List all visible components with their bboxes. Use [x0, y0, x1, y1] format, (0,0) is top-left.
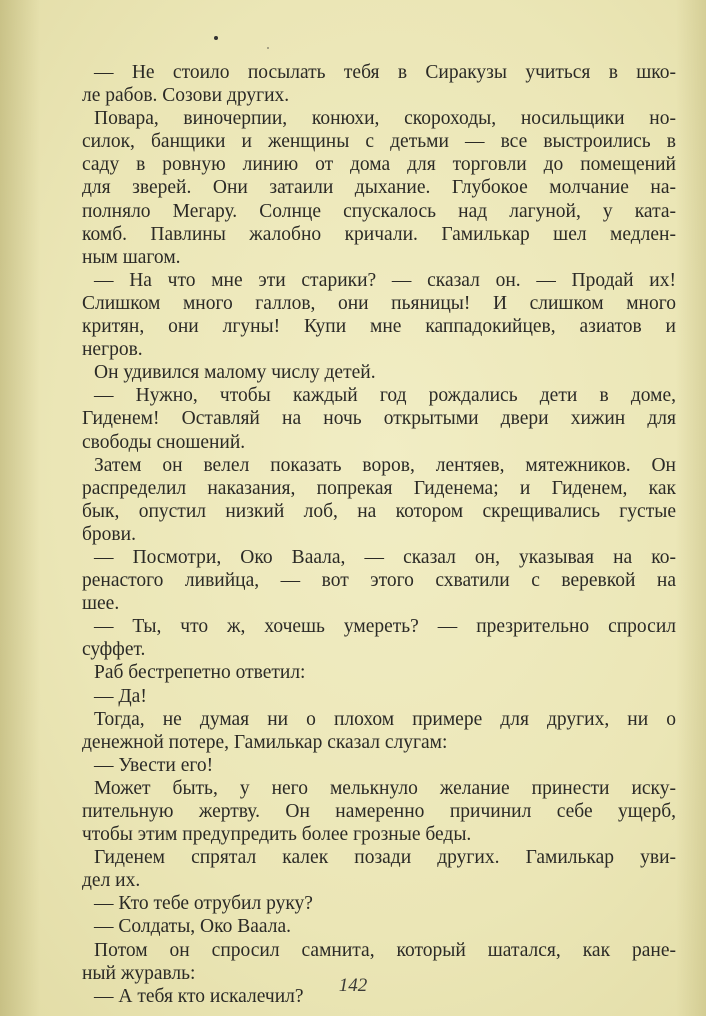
text-line: Тогда, не думая ни о плохом примере для других, ни о [94, 708, 676, 730]
text-line: — А тебя кто искалечил? [94, 985, 304, 1007]
text-line: суффет. [82, 639, 146, 661]
text-line: Гиденем спрятал калек позади других. Гамилькар уви- [94, 847, 676, 869]
text-line: Потом он спросил самнита, который шатался, как ране- [94, 939, 676, 961]
text-line: для зверей. Они затаили дыхание. Глубокое молчание на- [82, 177, 676, 199]
text-line: Раб бестрепетно ответил: [94, 662, 306, 684]
text-line: Повара, виночерпии, конюхи, скороходы, носильщики но- [94, 108, 676, 130]
text-line: Затем он велел показать воров, лентяев, мятежников. Он [94, 454, 676, 476]
text-line: ный журавль: [82, 962, 196, 984]
text-line: негров. [82, 339, 143, 361]
text-line: бык, опустил низкий лоб, на котором скрещивались густые [82, 500, 676, 522]
text-line: комб. Павлины жалобно кричали. Гамилькар шел медлен- [82, 223, 676, 245]
text-line: распределил наказания, попрекая Гиденема; и Гиденем, как [82, 477, 676, 499]
page-body-text [82, 61, 676, 1008]
text-line: свободы сношений. [82, 431, 246, 453]
text-line: шее. [82, 593, 120, 615]
text-line: — Кто тебе отрубил руку? [94, 893, 313, 915]
text-line: Гиденем! Оставляй на ночь открытыми двери хижин для [82, 408, 676, 430]
text-line: брови. [82, 523, 136, 545]
text-line: пительную жертву. Он намеренно причинил себе ущерб, [82, 801, 676, 822]
text-line: ным шагом. [82, 246, 181, 268]
text-line: — Ты, что ж, хочешь умереть? — презрительно спросил [94, 616, 676, 638]
page-number: 142 [338, 975, 368, 996]
text-line: — Солдаты, Око Ваала. [94, 916, 291, 938]
paper-speck [214, 36, 218, 40]
text-line: Он удивился малому числу детей. [94, 362, 376, 384]
text-line: — Да! [94, 685, 147, 707]
text-line: критян, они лгуны! Купи мне каппадокийцев, азиатов и [82, 316, 676, 338]
text-line: — Увести его! [94, 754, 214, 776]
text-line: — Не стоило посылать тебя в Сиракузы учиться в шко- [94, 62, 676, 83]
text-line: — Нужно, чтобы каждый год рождались дети в доме, [94, 385, 676, 407]
text-line: — На что мне эти старики? — сказал он. — Продай их! [94, 269, 676, 291]
text-line: саду в ровную линию от дома для торговли до помещений [82, 154, 676, 176]
text-line: чтобы этим предупредить более грозные беды. [82, 824, 472, 846]
text-line: дел их. [82, 870, 141, 892]
text-line: Может быть, у него мелькнуло желание принести иску- [94, 777, 676, 799]
text-line: — Посмотри, Око Ваала, — сказал он, указывая на ко- [94, 546, 676, 568]
text-line: полняло Мегару. Солнце спускалось над лагуной, у ката- [82, 200, 676, 222]
paper-speck [267, 47, 269, 49]
text-line: ле рабов. Созови других. [82, 85, 290, 107]
text-line: ренастого ливийца, — вот этого схватили с веревкой на [82, 570, 676, 592]
text-line: Слишком много галлов, они пьяницы! И слишком много [82, 292, 676, 314]
text-line: денежной потере, Гамилькар сказал слугам: [82, 731, 448, 753]
text-line: силок, банщики и женщины с детьми — все выстроились в [82, 131, 676, 153]
